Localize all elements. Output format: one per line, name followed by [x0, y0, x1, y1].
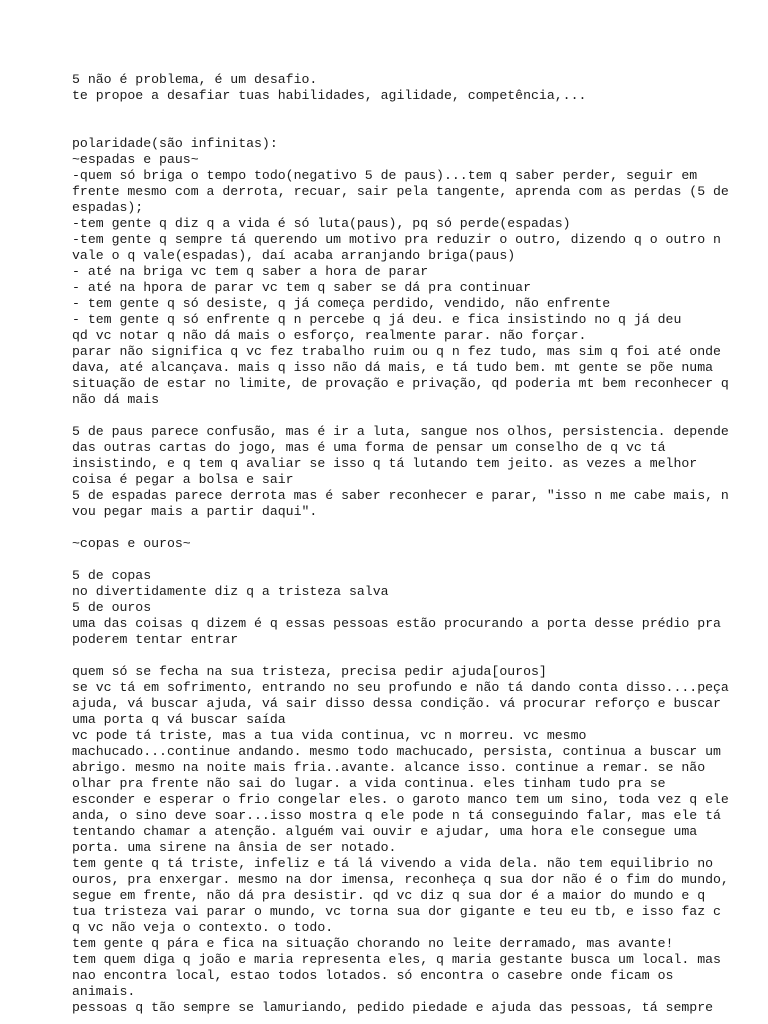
text-line: coisa é pegar a bolsa e sair: [72, 472, 294, 487]
text-line: ajuda, vá buscar ajuda, vá sair disso dessa condição. vá procurar reforço e buscar: [72, 696, 721, 711]
text-line: insistindo, e q tem q avaliar se isso q tá lutando tem jeito. as vezes a melhor: [72, 456, 698, 471]
text-line: qd vc notar q não dá mais o esforço, realmente parar. não forçar.: [72, 328, 587, 343]
text-line: 5 de paus parece confusão, mas é ir a luta, sangue nos olhos, persistencia. depende: [72, 424, 729, 439]
text-line: polaridade(são infinitas):: [72, 136, 278, 151]
text-line: tentando chamar a atenção. alguém vai ouvir e ajudar, uma hora ele consegue uma: [72, 824, 698, 839]
text-line: nao encontra local, estao todos lotados. só encontra o casebre onde ficam os: [72, 968, 674, 983]
text-line: das outras cartas do jogo, mas é uma forma de pensar um conselho de q vc tá: [72, 440, 666, 455]
text-line: 5 de espadas parece derrota mas é saber reconhecer e parar, "isso n me cabe mais, n: [72, 488, 729, 503]
text-line: -tem gente q diz q a vida é só luta(paus), pq só perde(espadas): [72, 216, 571, 231]
text-line: [72, 104, 712, 120]
text-line: [72, 408, 712, 424]
text-line: ouros, pra enxergar. mesmo na dor imensa, reconheça q sua dor não é o fim do mundo,: [72, 872, 729, 887]
text-line: vc pode tá triste, mas a tua vida continua, vc n morreu. vc mesmo: [72, 728, 587, 743]
text-line: ~copas e ouros~: [72, 536, 191, 551]
text-line: espadas);: [72, 200, 144, 215]
text-line: anda, o sino deve soar...isso mostra q ele pode n tá conseguindo falar, mas ele tá: [72, 808, 721, 823]
text-line: - até na hpora de parar vc tem q saber se dá pra continuar: [72, 280, 531, 295]
text-line: [72, 520, 712, 536]
text-line: te propoe a desafiar tuas habilidades, agilidade, competência,...: [72, 88, 587, 103]
text-line: tua tristeza vai parar o mundo, vc torna sua dor gigante e teu eu tb, e isso faz c: [72, 904, 721, 919]
text-line: abrigo. mesmo na noite mais fria..avante. alcance isso. continue a remar. se não: [72, 760, 706, 775]
text-line: situação de estar no limite, de provação e privação, qd poderia mt bem reconhecer q: [72, 376, 729, 391]
text-line: quem só se fecha na sua tristeza, precisa pedir ajuda[ouros]: [72, 664, 547, 679]
text-line: se vc tá em sofrimento, entrando no seu profundo e não tá dando conta disso....peça: [72, 680, 729, 695]
text-line: - tem gente q só enfrente q n percebe q já deu. e fica insistindo no q já deu: [72, 312, 682, 327]
text-line: no divertidamente diz q a tristeza salva: [72, 584, 389, 599]
text-line: [72, 552, 712, 568]
text-line: machucado...continue andando. mesmo todo machucado, persista, continua a buscar um: [72, 744, 721, 759]
text-line: não dá mais: [72, 392, 160, 407]
text-line: [72, 120, 712, 136]
text-line: uma porta q vá buscar saída: [72, 712, 286, 727]
text-line: poderem tentar entrar: [72, 632, 239, 647]
document-page: [72, 72, 729, 1016]
text-line: porta. uma sirene na ânsia de ser notado.: [72, 840, 397, 855]
text-line: animais.: [72, 984, 136, 999]
text-line: parar não significa q vc fez trabalho ruim ou q n fez tudo, mas sim q foi até onde: [72, 344, 721, 359]
text-line: 5 de ouros: [72, 600, 152, 615]
text-line: 5 de copas: [72, 568, 152, 583]
text-line: q vc não veja o contexto. o todo.: [72, 920, 334, 935]
text-line: segue em frente, não dá pra desistir. qd vc diz q sua dor é a maior do mundo e q: [72, 888, 706, 903]
text-line: ~espadas e paus~: [72, 152, 199, 167]
text-line: tem gente q tá triste, infeliz e tá lá vivendo a vida dela. não tem equilibrio no: [72, 856, 714, 871]
text-line: vale o q vale(espadas), daí acaba arranjando briga(paus): [72, 248, 516, 263]
text-line: -tem gente q sempre tá querendo um motivo pra reduzir o outro, dizendo q o outro n: [72, 232, 721, 247]
text-line: dava, até alcançava. mais q isso não dá mais, e tá tudo bem. mt gente se põe numa: [72, 360, 714, 375]
text-line: tem gente q pára e fica na situação chorando no leite derramado, mas avante!: [72, 936, 674, 951]
text-line: -quem só briga o tempo todo(negativo 5 de paus)...tem q saber perder, seguir em: [72, 168, 698, 183]
text-line: esconder e esperar o frio congelar eles. o garoto manco tem um sino, toda vez q ele: [72, 792, 729, 807]
text-line: frente mesmo com a derrota, recuar, sair pela tangente, aprenda com as perdas (5 de: [72, 184, 729, 199]
text-line: vou pegar mais a partir daqui".: [72, 504, 318, 519]
text-line: uma das coisas q dizem é q essas pessoas estão procurando a porta desse prédio pra: [72, 616, 721, 631]
text-line: tem quem diga q joão e maria representa eles, q maria gestante busca um local. mas: [72, 952, 721, 967]
text-line: 5 não é problema, é um desafio.: [72, 72, 318, 87]
text-line: - tem gente q só desiste, q já começa perdido, vendido, não enfrente: [72, 296, 611, 311]
text-line: olhar pra frente não sai do lugar. a vida continua. eles tinham tudo pra se: [72, 776, 666, 791]
text-line: [72, 648, 712, 664]
text-line: - até na briga vc tem q saber a hora de parar: [72, 264, 429, 279]
text-line: pessoas q tão sempre se lamuriando, pedido piedade e ajuda das pessoas, tá sempre: [72, 1000, 714, 1015]
